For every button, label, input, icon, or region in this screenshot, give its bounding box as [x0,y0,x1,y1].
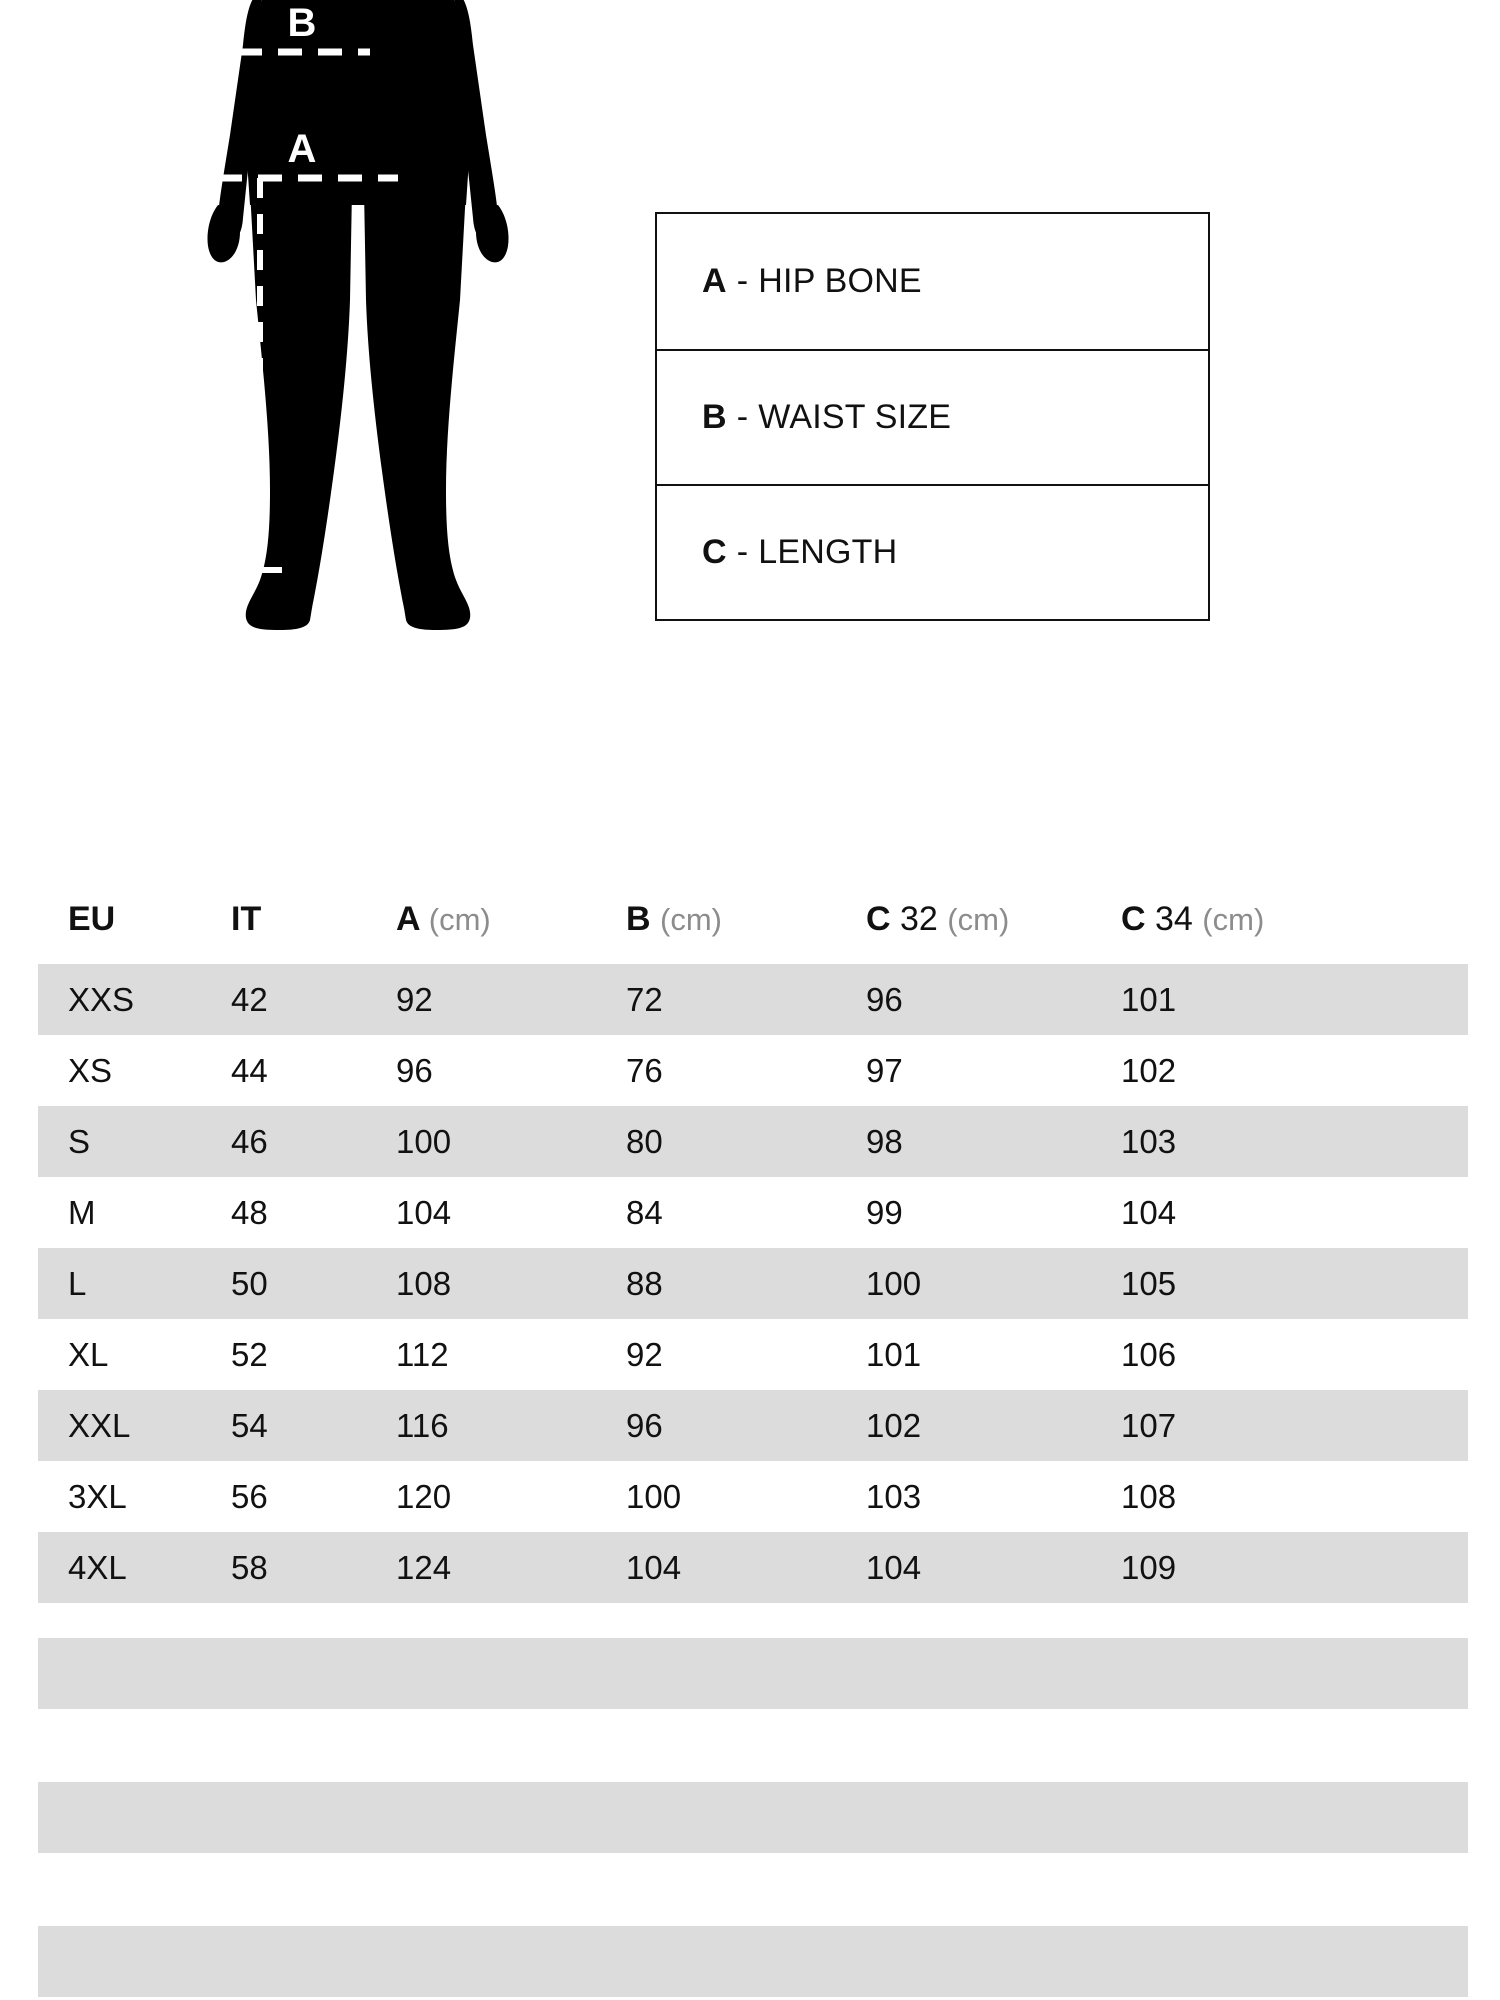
cell-eu: XL [68,1335,109,1373]
column-header-b-unit: (cm) [660,901,722,937]
cell-a: 112 [396,1335,449,1373]
legend-row-c [657,484,1208,619]
cell-b: 104 [618,1532,858,1603]
column-header-c32-label: C [866,899,891,938]
cell-a: 124 [388,1532,618,1603]
cell-b: 76 [626,1051,663,1089]
column-header-c34-label: C [1121,899,1146,938]
cell-b: 80 [618,1106,858,1177]
cell-c34: 107 [1113,1390,1468,1461]
cell-c34: 109 [1113,1532,1468,1603]
cell-b: 72 [618,964,858,1035]
cell-c34: 101 [1113,964,1468,1035]
cell-eu: 4XL [38,1532,213,1603]
cell-eu: XS [68,1051,113,1089]
cell-c34: 105 [1113,1248,1468,1319]
cell-it: 54 [213,1390,388,1461]
cell-c34: 102 [1121,1051,1177,1089]
cell-a: 104 [396,1193,452,1231]
column-header-b-label: B [626,899,651,938]
cell-it: 48 [231,1193,268,1231]
legend-dash-c: - [736,533,749,571]
column-header-b [618,880,858,964]
cell-c34: 103 [1113,1106,1468,1177]
illustration-area [0,0,1500,855]
cell-c32: 103 [866,1477,922,1515]
cell-eu: S [38,1106,213,1177]
table-row [38,1106,1468,1177]
empty-stripe-band [38,1926,1468,1997]
cell-it: 56 [231,1477,268,1515]
cell-b: 92 [626,1335,663,1373]
cell-it: 58 [213,1532,388,1603]
table-row [38,1461,1468,1532]
column-header-c32-unit: (cm) [947,901,1010,937]
legend-dash-a: - [736,262,749,300]
column-header-it-label: IT [231,899,262,938]
cell-b: 100 [626,1477,682,1515]
legend-key-b: B [702,398,727,436]
cell-b: 96 [618,1390,858,1461]
cell-c32: 100 [858,1248,1113,1319]
cell-c32: 101 [866,1335,922,1373]
table-row [38,964,1468,1035]
marker-a-label: A [287,127,317,171]
cell-c34: 104 [1121,1193,1177,1231]
table-body [38,964,1468,1603]
column-header-a [388,880,618,964]
cell-a: 92 [388,964,618,1035]
empty-stripe-band [38,1782,1468,1853]
column-header-eu [38,880,213,964]
measurement-legend [655,212,1210,621]
table-row [38,1390,1468,1461]
cell-a: 120 [396,1477,452,1515]
column-header-c34 [1113,880,1468,964]
legend-label-c: LENGTH [758,533,898,571]
cell-it: 52 [231,1335,268,1373]
table-header [38,880,1468,964]
cell-it: 50 [213,1248,388,1319]
legend-row-a [657,214,1208,349]
cell-b: 84 [626,1193,663,1231]
cell-c32: 104 [858,1532,1113,1603]
cell-a: 100 [388,1106,618,1177]
body-figure [150,0,550,830]
cell-c32: 102 [858,1390,1113,1461]
legend-row-b [657,349,1208,484]
table-row [38,1177,1468,1248]
legend-dash-b: - [736,398,749,436]
column-header-a-label: A [396,899,420,938]
cell-c32: 98 [858,1106,1113,1177]
cell-eu: M [68,1193,96,1231]
table-row [38,1532,1468,1603]
cell-eu: XXS [38,964,213,1035]
legend-label-a: HIP BONE [758,262,922,300]
empty-stripe-band [38,1638,1468,1709]
column-header-it [213,880,388,964]
cell-eu: XXL [38,1390,213,1461]
cell-a: 116 [388,1390,618,1461]
cell-c34: 108 [1121,1477,1177,1515]
column-header-a-unit: (cm) [428,901,491,937]
column-header-eu-label: EU [68,899,116,938]
column-header-c32-number: 32 [900,899,938,938]
legend-key-a: A [702,262,727,300]
cell-it: 42 [213,964,388,1035]
cell-eu: L [38,1248,213,1319]
marker-c-label: C [223,252,253,296]
cell-a: 108 [388,1248,618,1319]
table-row [38,1319,1468,1390]
cell-it: 44 [231,1051,268,1089]
cell-c32: 99 [866,1193,903,1231]
cell-it: 46 [213,1106,388,1177]
size-chart-table [38,880,1468,1603]
cell-c32: 96 [858,964,1113,1035]
legend-label-b: WAIST SIZE [758,398,952,436]
size-table-wrapper [38,880,1468,1603]
cell-c34: 106 [1121,1335,1177,1373]
column-header-c34-number: 34 [1155,899,1193,938]
table-row [38,1248,1468,1319]
table-header-row [38,880,1468,964]
cell-b: 88 [618,1248,858,1319]
male-body-silhouette-icon [150,0,550,830]
marker-b-label: B [287,1,317,45]
cell-a: 96 [396,1051,433,1089]
table-row [38,1035,1468,1106]
cell-c32: 97 [866,1051,903,1089]
legend-key-c: C [702,533,727,571]
column-header-c32 [858,880,1113,964]
cell-eu: 3XL [68,1477,127,1515]
column-header-c34-unit: (cm) [1202,901,1265,937]
